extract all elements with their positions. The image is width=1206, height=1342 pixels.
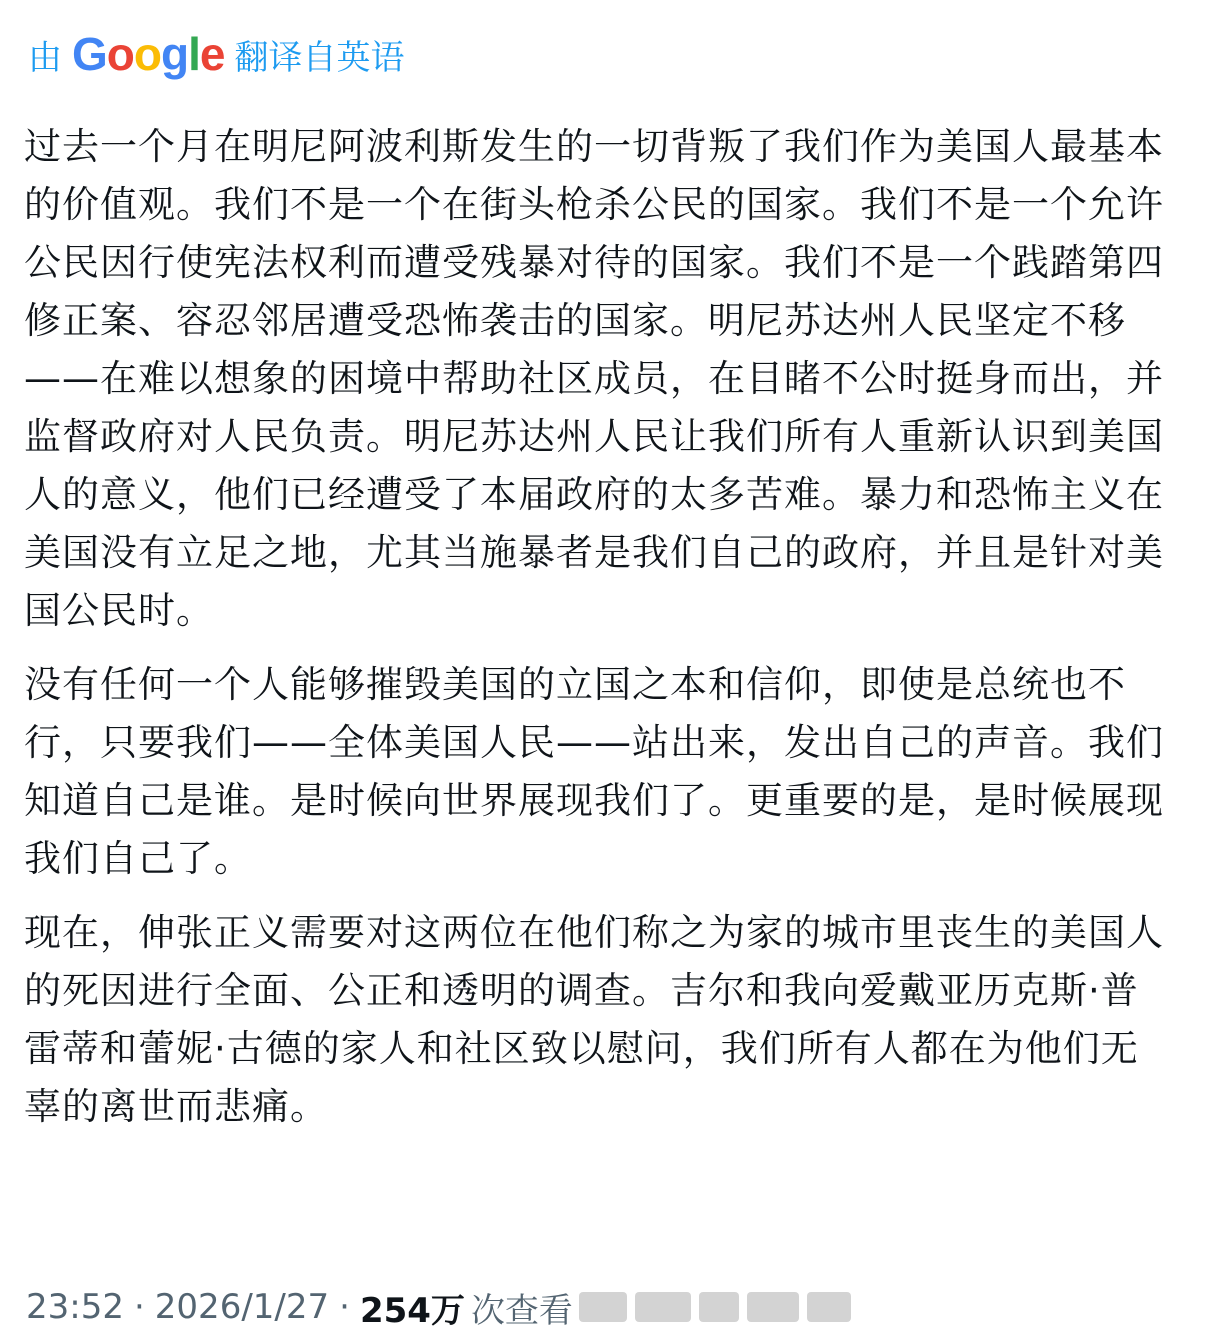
meta-separator: · (339, 1287, 350, 1327)
watermark-block (747, 1292, 799, 1322)
watermark (579, 1292, 851, 1322)
google-logo (72, 27, 224, 81)
tweet-paragraph: 现在，伸张正义需要对这两位在他们称之为家的城市里丧生的美国人的死因进行全面、公正和透明的调查。吉尔和我向爱戴亚历克斯·普雷蒂和蕾妮·古德的家人和社区致以慰问，我们所有人都在为他们无辜的离世而悲痛。 (24, 911, 1164, 1128)
meta-separator: · (133, 1287, 145, 1327)
google-letter: o (133, 28, 161, 80)
watermark-block (699, 1292, 739, 1322)
watermark-block (635, 1292, 691, 1322)
google-letter: g (161, 28, 189, 80)
tweet-date[interactable]: 2026/1/27 (154, 1287, 330, 1327)
translation-prefix: 由 (28, 37, 62, 78)
google-letter: o (106, 28, 134, 80)
translation-suffix: 翻译自英语 (234, 37, 405, 78)
tweet-time[interactable]: 23:52 (26, 1287, 124, 1327)
tweet-meta (26, 1282, 851, 1332)
translation-attribution[interactable] (28, 26, 404, 82)
tweet-paragraph: 过去一个月在明尼阿波利斯发生的一切背叛了我们作为美国人最基本的价值观。我们不是一个在街头枪杀公民的国家。我们不是一个允许公民因行使宪法权利而遭受残暴对待的国家。我们不是一个践踏第四修正案、容忍邻居遭受恐怖袭击的国家。明尼苏达州人民坚定不移——在难以想象的困境中帮助社区成员，在目睹不公时挺身而出，并监督政府对人民负责。明尼苏达州人民让我们所有人重新认识到美国人的意义，他们已经遭受了本届政府的太多苦难。暴力和恐怖主义在美国没有立足之地，尤其当施暴者是我们自己的政府，并且是针对美国公民时。 (24, 125, 1164, 632)
google-letter: e (199, 28, 225, 80)
google-letter: G (72, 28, 107, 80)
view-label: 次查看 (470, 1290, 573, 1331)
tweet-text (24, 118, 1174, 1152)
watermark-block (807, 1292, 851, 1322)
watermark-block (579, 1292, 627, 1322)
tweet-paragraph: 没有任何一个人能够摧毁美国的立国之本和信仰，即使是总统也不行，只要我们——全体美国人民——站出来，发出自己的声音。我们知道自己是谁。是时候向世界展现我们了。更重要的是，是时候展现我们自己了。 (24, 663, 1164, 880)
view-count: 254万 (359, 1290, 465, 1331)
google-letter: l (188, 28, 200, 80)
